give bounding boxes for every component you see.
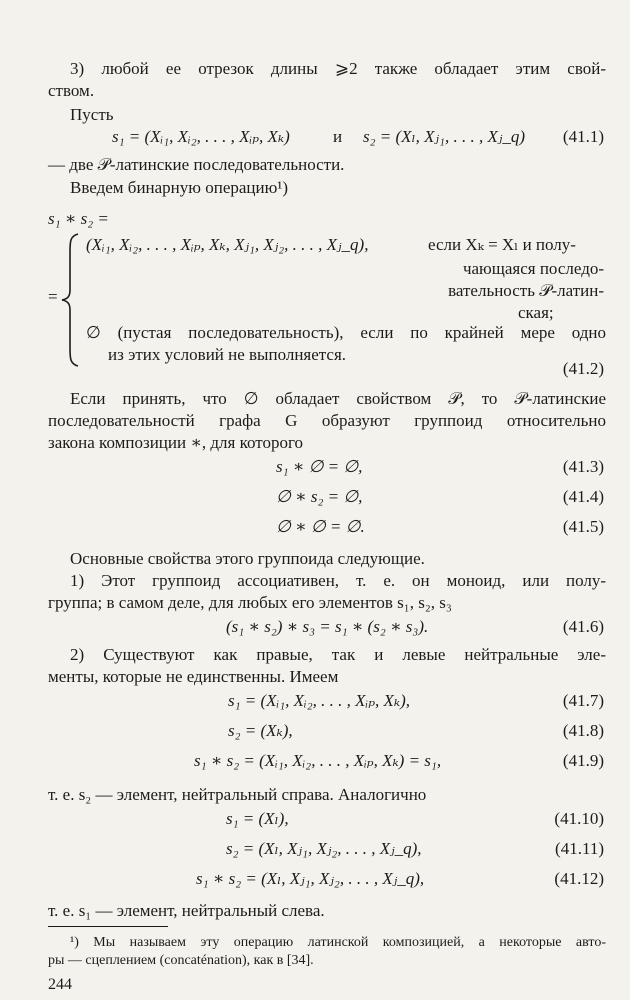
eq-41-12-number: (41.12) xyxy=(554,869,604,888)
groupoid-paragraph-line-3: закона композиции ∗, для которого xyxy=(48,433,304,452)
eq-41-2-number: (41.2) xyxy=(562,359,604,378)
left-brace-icon xyxy=(60,232,82,368)
footnote-divider xyxy=(48,926,168,927)
case-1-condition-3: вательность 𝒫-латин- xyxy=(448,281,604,300)
eq-41-1-s2: s₂ = (Xₗ, Xⱼ₁, . . . , Xⱼ_q) xyxy=(363,127,525,146)
case-1-condition-1: если Xₖ = Xₗ и полу- xyxy=(428,235,576,254)
case-1-condition-2: чающаяся последо- xyxy=(462,259,604,278)
eq-41-8-number: (41.8) xyxy=(562,721,604,740)
property-3-line-1: 3) любой ее отрезок длины ⩾2 также обладает этим свой- xyxy=(70,59,606,78)
eq-41-10: s₁ = (Xₗ), xyxy=(226,809,289,828)
basic-properties-heading: Основные свойства этого группоида следующие. xyxy=(70,549,425,568)
eq-41-9-number: (41.9) xyxy=(562,751,604,770)
eq-41-3-number: (41.3) xyxy=(562,457,604,476)
eq-41-5: ∅ ∗ ∅ = ∅. xyxy=(276,517,365,536)
binary-operation-intro: Введем бинарную операцию¹) xyxy=(70,178,289,197)
eq-41-7: s₁ = (Xᵢ₁, Xᵢ₂, . . . , Xᵢₚ, Xₖ), xyxy=(228,691,410,710)
eq-41-12: s₁ ∗ s₂ = (Xₗ, Xⱼ₁, Xⱼ₂, . . . , Xⱼ_q), xyxy=(196,869,425,888)
case-2-line-2: из этих условий не выполняется. xyxy=(108,345,347,364)
eq-41-9: s₁ ∗ s₂ = (Xᵢ₁, Xᵢ₂, . . . , Xᵢₚ, Xₖ) = s₁, xyxy=(194,751,442,770)
eq-41-6: (s₁ ∗ s₂) ∗ s₃ = s₁ ∗ (s₂ ∗ s₃). xyxy=(226,617,429,636)
eq-41-11: s₂ = (Xₗ, Xⱼ₁, Xⱼ₂, . . . , Xⱼ_q), xyxy=(226,839,422,858)
property-1-line-1: 1) Этот группоид ассоциативен, т. е. он моноид, или полу- xyxy=(70,571,606,590)
property-2-line-2: менты, которые не единственны. Имеем xyxy=(48,667,339,686)
s1-star-s2: s₁ ∗ s₂ = xyxy=(48,209,109,228)
groupoid-paragraph-line-2: последовательностй графа G образуют группоид относительно xyxy=(48,411,606,430)
property-3-line-2: ством. xyxy=(48,81,95,100)
eq-41-1-number: (41.1) xyxy=(562,127,604,146)
two-sequences-text: — две 𝒫-латинские последовательности. xyxy=(48,155,345,174)
left-neutral-text: т. е. s₁ — элемент, нейтральный слева. xyxy=(48,901,325,920)
property-2-line-1: 2) Существуют как правые, так и левые нейтральные эле- xyxy=(70,645,606,664)
eq-41-11-number: (41.11) xyxy=(555,839,604,858)
eq-41-4: ∅ ∗ s₂ = ∅, xyxy=(276,487,363,506)
case-1-sequence: (Xᵢ₁, Xᵢ₂, . . . , Xᵢₚ, Xₖ, Xⱼ₁, Xⱼ₂, . . . , Xⱼ_q), xyxy=(86,235,369,254)
eq-41-10-number: (41.10) xyxy=(554,809,604,828)
property-1-line-2: группа; в самом деле, для любых его элементов s₁, s₂, s₃ xyxy=(48,593,452,612)
eq-41-3: s₁ ∗ ∅ = ∅, xyxy=(276,457,363,476)
footnote-line-2: ры — сцеплением (concaténation), как в [34]. xyxy=(48,953,314,968)
let-word: Пусть xyxy=(70,105,114,124)
eq-41-6-number: (41.6) xyxy=(562,617,604,636)
footnote-line-1: ¹) Мы называем эту операцию латинской композицией, а некоторые авто- xyxy=(70,935,606,950)
eq-41-7-number: (41.7) xyxy=(562,691,604,710)
eq-41-1-s1: s₁ = (Xᵢ₁, Xᵢ₂, . . . , Xᵢₚ, Xₖ) xyxy=(112,127,290,146)
case-1-condition-4: ская; xyxy=(518,303,554,322)
eq-41-4-number: (41.4) xyxy=(562,487,604,506)
eq-41-8: s₂ = (Xₖ), xyxy=(228,721,293,740)
right-neutral-text: т. е. s₂ — элемент, нейтральный справа. Аналогично xyxy=(48,785,427,804)
case-2-line-1: ∅ (пустая последовательность), если по крайней мере одно xyxy=(86,323,606,342)
eq-41-5-number: (41.5) xyxy=(562,517,604,536)
page-number: 244 xyxy=(48,976,72,993)
equals-sign: = xyxy=(48,287,58,306)
eq-41-1-and: и xyxy=(333,127,343,146)
groupoid-paragraph-line-1: Если принять, что ∅ обладает свойством 𝒫, то 𝒫-латинские xyxy=(70,389,606,408)
